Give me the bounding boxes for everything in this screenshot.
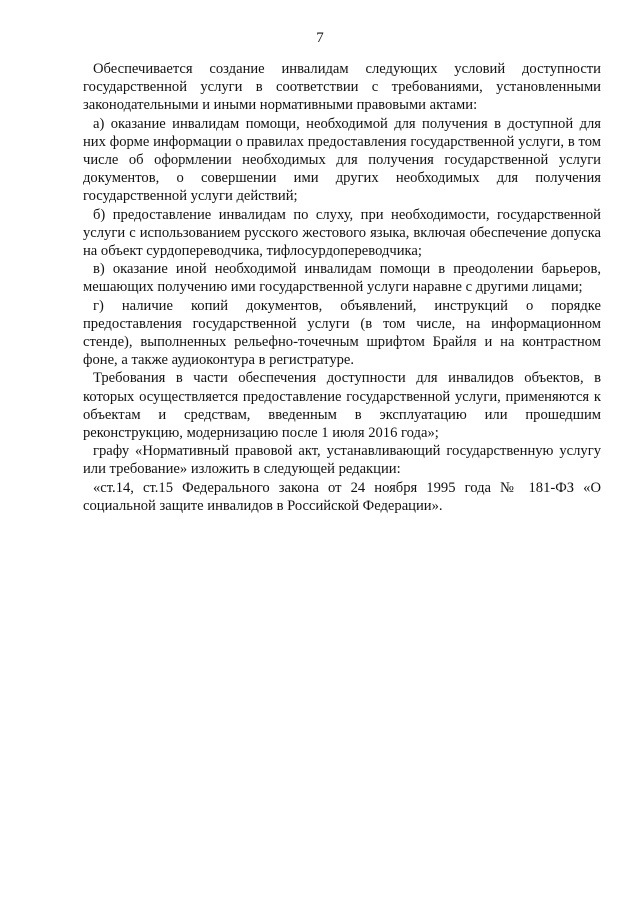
paragraph-item-v: в) оказание иной необходимой инвалидам помощи в преодолении барьеров, мешающих получению ими государственной услуги наравне с другими лицами;	[83, 261, 601, 296]
paragraph-item-b: б) предоставление инвалидам по слуху, при необходимости, государственной услуги с использованием русского жестового языка, включая обеспечение допуска на объект сурдопереводчика, тифлосурдопереводчика;	[83, 206, 601, 260]
paragraph-requirements: Требования в части обеспечения доступности для инвалидов объектов, в которых осуществляется предоставление государственной услуги, применяются к объектам и средствам, введенным в эксплуатацию или прошедшим реконструкцию, модернизацию после 1 июля 2016 года»;	[83, 370, 601, 442]
document-body	[83, 60, 601, 515]
paragraph-intro: Обеспечивается создание инвалидам следующих условий доступности государственной услуги в соответствии с требованиями, установленными законодательными и иными нормативными правовыми актами:	[83, 61, 601, 114]
page-number: 7	[316, 30, 324, 46]
paragraph-item-g: г) наличие копий документов, объявлений, инструкций о порядке предоставления государственной услуги (в том числе, на информационном стенде), выполненных рельефно-точечным шрифтом Брайля и на контрастном фоне, а также аудиоконтура в регистратуре.	[83, 297, 601, 369]
paragraph-item-a: а) оказание инвалидам помощи, необходимой для получения в доступной для них форме информации о правилах предоставления государственной услуги, в том числе об оформлении необходимых для получения государственной услуги документов, о совершении ими других необходимых для получения государственной услуги действий;	[83, 115, 601, 205]
paragraph-column-instruction: графу «Нормативный правовой акт, устанавливающий государственную услугу или требование» изложить в следующей редакции:	[83, 443, 601, 478]
paragraph-legal-reference: «ст.14, ст.15 Федерального закона от 24 ноября 1995 года № 181-ФЗ «О социальной защите инвалидов в Российской Федерации».	[83, 479, 601, 514]
